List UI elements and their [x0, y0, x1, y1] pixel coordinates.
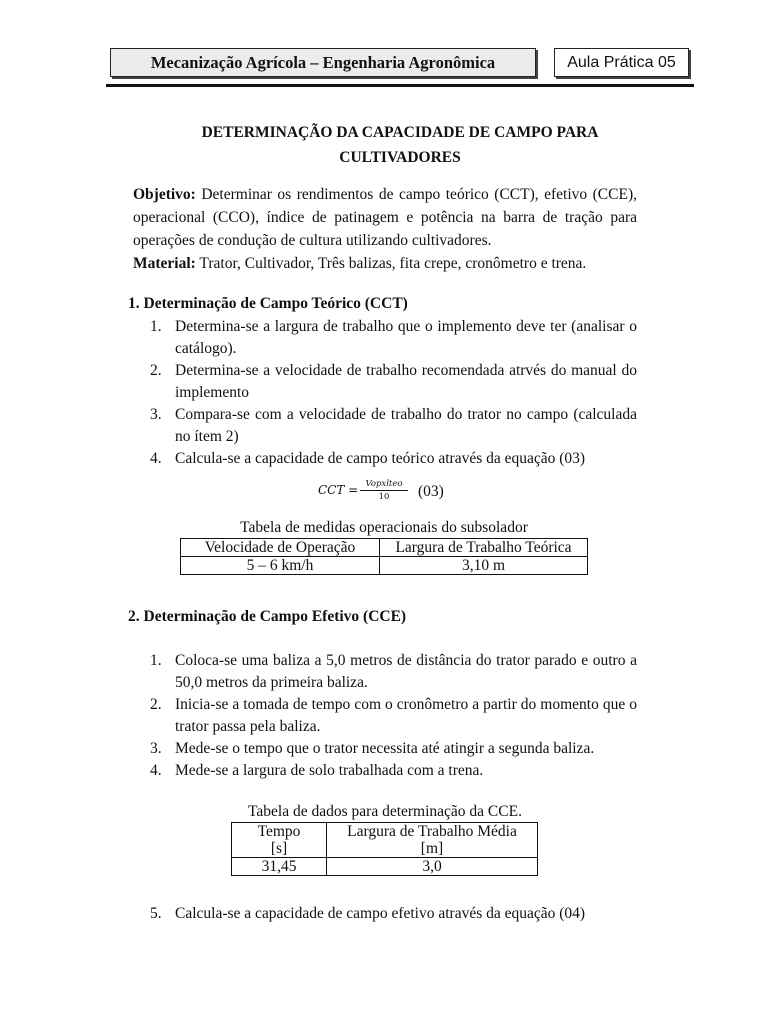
list-item: 2. Inicia-se a tomada de tempo com o cronômetro a partir do momento que o trator passa pela baliza.	[150, 696, 637, 735]
equation-lhs: CCT =	[318, 483, 359, 497]
table-cell: 5 – 6 km/h	[181, 557, 380, 575]
material-label: Material:	[133, 255, 196, 272]
table-cell: 3,0	[327, 858, 538, 876]
lesson-label: Aula Prática 05	[567, 53, 676, 71]
table-row	[181, 539, 588, 557]
objective-text: Determinar os rendimentos de campo teórico (CCT), efetivo (CCE), operacional (CCO), índice de patinagem e potência na barra de tração para operações de condução de cultura utilizando cultivadores.	[133, 186, 637, 249]
table-header-cell: Largura de Trabalho Teórica	[380, 539, 588, 557]
list-item: 1. Determina-se a largura de trabalho que o implemento deve ter (analisar o catálogo).	[150, 318, 637, 357]
objective-paragraph	[133, 183, 637, 252]
list-item: 4. Calcula-se a capacidade de campo teórico através da equação (03)	[150, 450, 586, 467]
page-title-line-1: DETERMINAÇÃO DA CAPACIDADE DE CAMPO PARA	[201, 124, 599, 141]
page-title	[150, 120, 650, 170]
table-header-cell: Tempo [s]	[232, 823, 327, 858]
course-title: Mecanização Agrícola – Engenharia Agronômica	[150, 52, 496, 72]
equation-denominator: 10	[378, 492, 390, 502]
material-text: Trator, Cultivador, Três balizas, fita crepe, cronômetro e trena.	[195, 255, 587, 272]
table-row	[181, 557, 588, 575]
section-2-steps	[150, 650, 637, 782]
course-title-box	[110, 48, 536, 77]
header-rule	[106, 84, 694, 87]
section-1-steps	[150, 316, 637, 470]
table-cell: 3,10 m	[380, 557, 588, 575]
section-2-step-5	[150, 903, 637, 925]
section-1-heading: 1. Determinação de Campo Teórico (CCT)	[128, 295, 408, 312]
equation-numerator: Vopxlteo	[360, 478, 408, 491]
table-header-cell: Largura de Trabalho Média [m]	[327, 823, 538, 858]
equation-fraction	[360, 478, 408, 503]
table-cell: 31,45	[232, 858, 327, 876]
table-row	[232, 823, 538, 858]
table-row	[232, 858, 538, 876]
lesson-label-box	[554, 48, 689, 77]
table-2	[231, 822, 538, 876]
section-2-heading: 2. Determinação de Campo Efetivo (CCE)	[128, 608, 407, 625]
list-item: 2. Determina-se a velocidade de trabalho recomendada atrvés do manual do implemento	[150, 362, 637, 401]
equation-03	[318, 478, 488, 510]
table-1	[180, 538, 588, 575]
list-item: 3. Mede-se o tempo que o trator necessita até atingir a segunda baliza.	[150, 740, 595, 757]
page-title-line-2: CULTIVADORES	[339, 149, 461, 166]
list-item: 5. Calcula-se a capacidade de campo efetivo através da equação (04)	[150, 905, 586, 922]
table-1-caption: Tabela de medidas operacionais do subsolador	[240, 519, 528, 536]
equation-tag: (03)	[418, 483, 444, 500]
objective-label: Objetivo:	[133, 186, 196, 203]
material-paragraph	[133, 252, 637, 275]
table-header-cell: Velocidade de Operação	[181, 539, 380, 557]
list-item: 4. Mede-se a largura de solo trabalhada com a trena.	[150, 762, 484, 779]
list-item: 1. Coloca-se uma baliza a 5,0 metros de distância do trator parado e outro a 50,0 metros da primeira baliza.	[150, 652, 637, 691]
list-item: 3. Compara-se com a velocidade de trabalho do trator no campo (calculada no ítem 2)	[150, 406, 637, 445]
table-2-caption: Tabela de dados para determinação da CCE.	[248, 803, 522, 820]
